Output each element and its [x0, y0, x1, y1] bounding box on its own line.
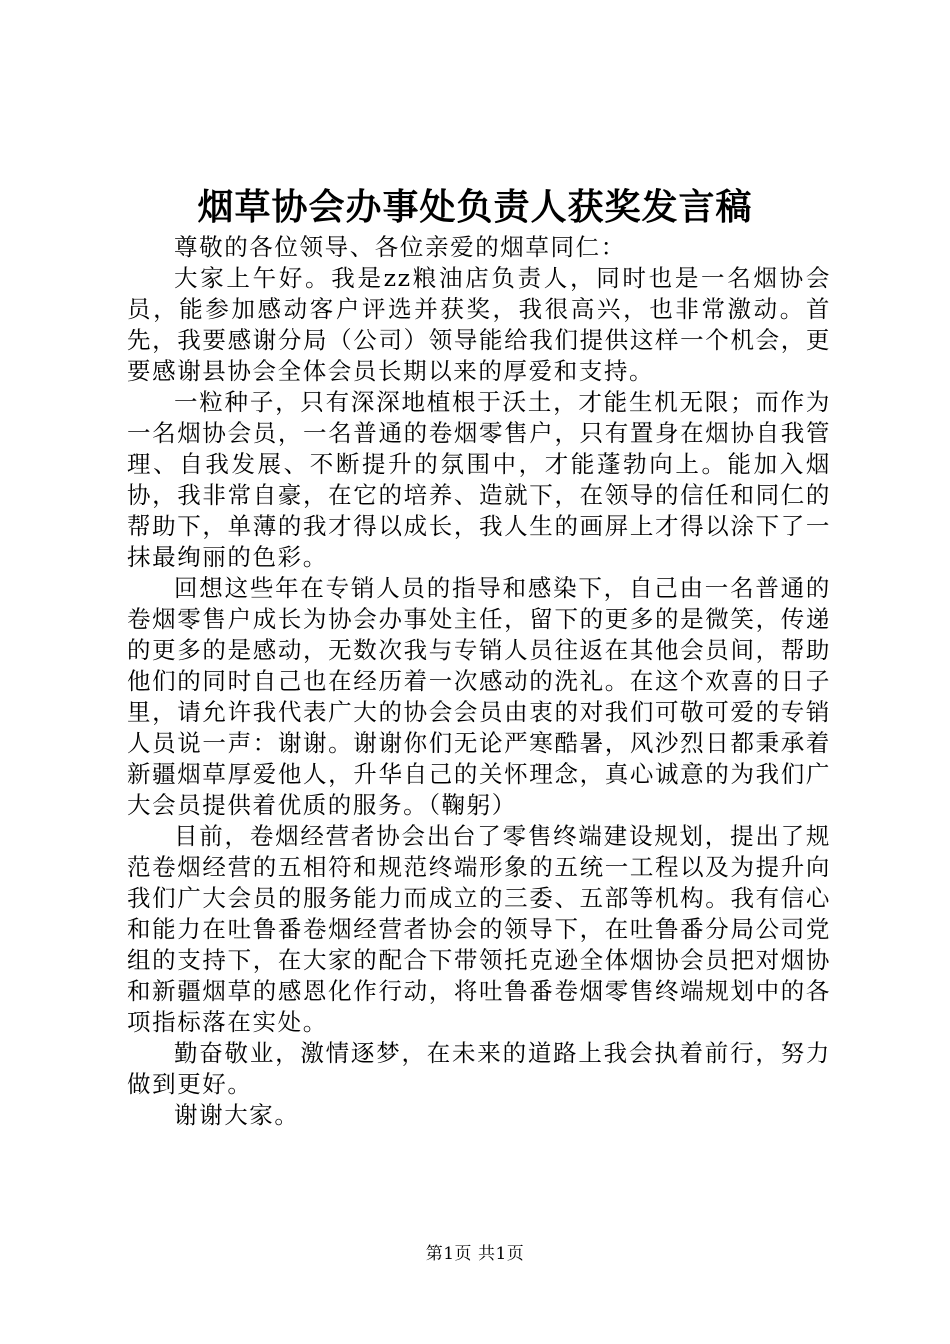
plan-paragraph: 目前，卷烟经营者协会出台了零售终端建设规划，提出了规范卷烟经营的五相符和规范终端形象的五统一工程以及为提升向我们广大会员的服务能力而成立的三委、五部等机构。我有信心和能力在吐鲁番卷烟经营者协会的领导下，在吐鲁番分局公司党组的支持下，在大家的配合下带领托克逊全体烟协会员把对烟协和新疆烟草的感恩化作行动，将吐鲁番卷烟零售终端规划中的各项指标落在实处。 [127, 822, 831, 1036]
salutation-paragraph: 尊敬的各位领导、各位亲爱的烟草同仁： [174, 233, 626, 261]
greeting-paragraph: 大家上午好。我是zz粮油店负责人，同时也是一名烟协会员，能参加感动客户评选并获奖，我很高兴，也非常激动。首先，我要感谢分局（公司）领导能给我们提供这样一个机会，更要感谢县协会全体会员长期以来的厚爱和支持。 [127, 264, 831, 385]
page-footer: 第1页 共1页 [425, 1244, 525, 1264]
recollection-paragraph: 回想这些年在专销人员的指导和感染下，自己由一名普通的卷烟零售户成长为协会办事处主任，留下的更多的是微笑，传递的更多的是感动，无数次我与专销人员往返在其他会员间，帮助他们的同时自己也在经历着一次感动的洗礼。在这个欢喜的日子里，请允许我代表广大的协会会员由衷的对我们可敬可爱的专销人员说一声：谢谢。谢谢你们无论严寒酷暑，风沙烈日都秉承着新疆烟草厚爱他人，升华自己的关怀理念，真心诚意的为我们广大会员提供着优质的服务。（鞠躬） [127, 574, 831, 819]
thanks-paragraph: 谢谢大家。 [174, 1101, 300, 1129]
document-body [127, 232, 831, 1131]
document-title: 烟草协会办事处负责人获奖发言稿 [197, 186, 753, 228]
seed-paragraph: 一粒种子，只有深深地植根于沃土，才能生机无限；而作为一名烟协会员，一名普通的卷烟零售户，只有置身在烟协自我管理、自我发展、不断提升的氛围中，才能蓬勃向上。能加入烟协，我非常自豪，在它的培养、造就下，在领导的信任和同仁的帮助下，单薄的我才得以成长，我人生的画屏上才得以涂下了一抹最绚丽的色彩。 [127, 388, 831, 571]
closing-paragraph: 勤奋敬业，激情逐梦，在未来的道路上我会执着前行，努力做到更好。 [127, 1039, 831, 1098]
